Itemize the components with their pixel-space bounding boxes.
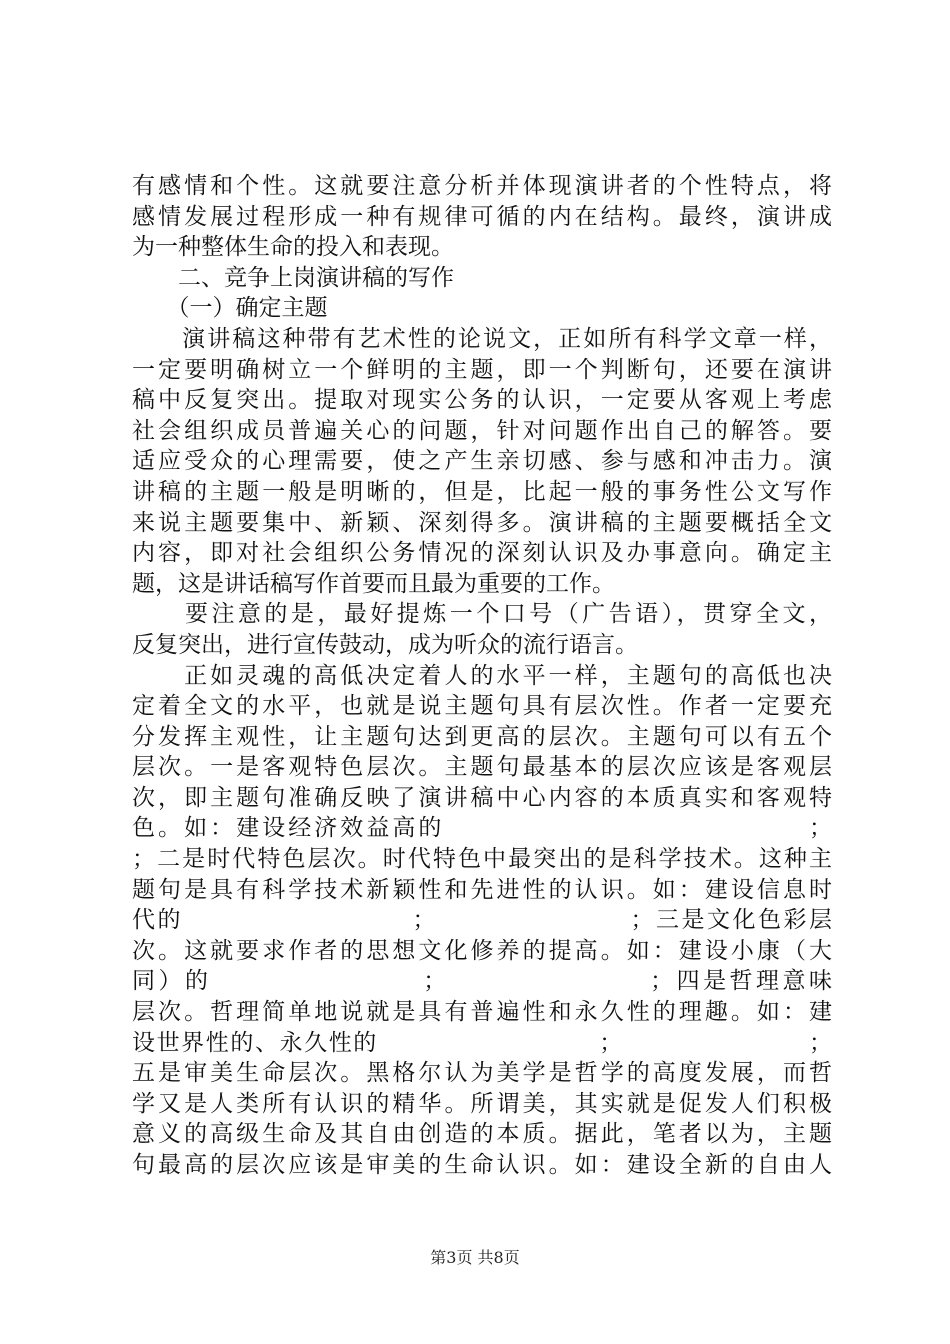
text-line: 色。如：建设经济效益高的 ； <box>132 815 832 842</box>
text-line: 同）的 ； ；四是哲理意味 <box>132 968 832 995</box>
text-line: 社会组织成员普遍关心的问题，针对问题作出自己的解答。要 <box>132 417 832 444</box>
text-line: 题句是具有科学技术新颖性和先进性的认识。如：建设信息时 <box>132 876 832 903</box>
text-line: 次。这就要求作者的思想文化修养的提高。如：建设小康（大 <box>132 937 832 964</box>
text-line: 讲稿的主题一般是明晰的，但是，比起一般的事务性公文写作 <box>132 478 832 505</box>
text-line: 正如灵魂的高低决定着人的水平一样，主题句的高低也决 <box>132 662 832 689</box>
text-line: 句最高的层次应该是审美的生命认识。如：建设全新的自由人 <box>132 1152 832 1178</box>
text-line: 为一种整体生命的投入和表现。 <box>132 234 454 261</box>
text-line: 二、竞争上岗演讲稿的写作 <box>132 264 454 291</box>
text-line: 一定要明确树立一个鲜明的主题，即一个判断句，还要在演讲 <box>132 356 832 383</box>
text-line: 感情发展过程形成一种有规律可循的内在结构。最终，演讲成 <box>132 203 832 230</box>
text-line: 反复突出，进行宣传鼓动，成为听众的流行语言。 <box>132 631 638 658</box>
text-line: 五是审美生命层次。黑格尔认为美学是哲学的高度发展，而哲 <box>132 1060 832 1087</box>
text-line: 适应受众的心理需要，使之产生亲切感、参与感和冲击力。演 <box>132 448 832 475</box>
text-line: 题，这是讲话稿写作首要而且最为重要的工作。 <box>132 570 615 597</box>
text-line: 意义的高级生命及其自由创造的本质。据此，笔者以为，主题 <box>132 1121 832 1148</box>
text-line: 层次。哲理简单地说就是具有普遍性和永久性的理趣。如：建 <box>132 999 832 1026</box>
text-line: 层次。一是客观特色层次。主题句最基本的层次应该是客观层 <box>132 754 832 781</box>
text-line: 要注意的是，最好提炼一个口号（广告语），贯穿全文， <box>132 601 832 628</box>
text-line: 代的 ； ；三是文化色彩层 <box>132 907 832 934</box>
text-line: 来说主题要集中、新颖、深刻得多。演讲稿的主题要概括全文 <box>132 509 832 536</box>
text-line: （一）确定主题 <box>132 295 328 322</box>
text-line: 分发挥主观性，让主题句达到更高的层次。主题句可以有五个 <box>132 723 832 750</box>
text-line: 定着全文的水平，也就是说主题句具有层次性。作者一定要充 <box>132 693 832 720</box>
text-line: 次，即主题句准确反映了演讲稿中心内容的本质真实和客观特 <box>132 784 832 811</box>
text-line: 设世界性的、永久性的 ； ； <box>132 1029 832 1056</box>
text-line: 演讲稿这种带有艺术性的论说文，正如所有科学文章一样， <box>132 325 832 352</box>
text-line: ；二是时代特色层次。时代特色中最突出的是科学技术。这种主 <box>132 846 832 873</box>
text-line: 稿中反复突出。提取对现实公务的认识，一定要从客观上考虑 <box>132 387 832 414</box>
text-line: 内容，即对社会组织公务情况的深刻认识及办事意向。确定主 <box>132 540 832 567</box>
text-line: 有感情和个性。这就要注意分析并体现演讲者的个性特点，将 <box>132 173 832 199</box>
text-line: 学又是人类所有认识的精华。所谓美，其实就是促发人们积极 <box>132 1090 832 1117</box>
document-body <box>132 171 832 1181</box>
page-footer: 第3页 共8页 <box>430 1248 520 1267</box>
